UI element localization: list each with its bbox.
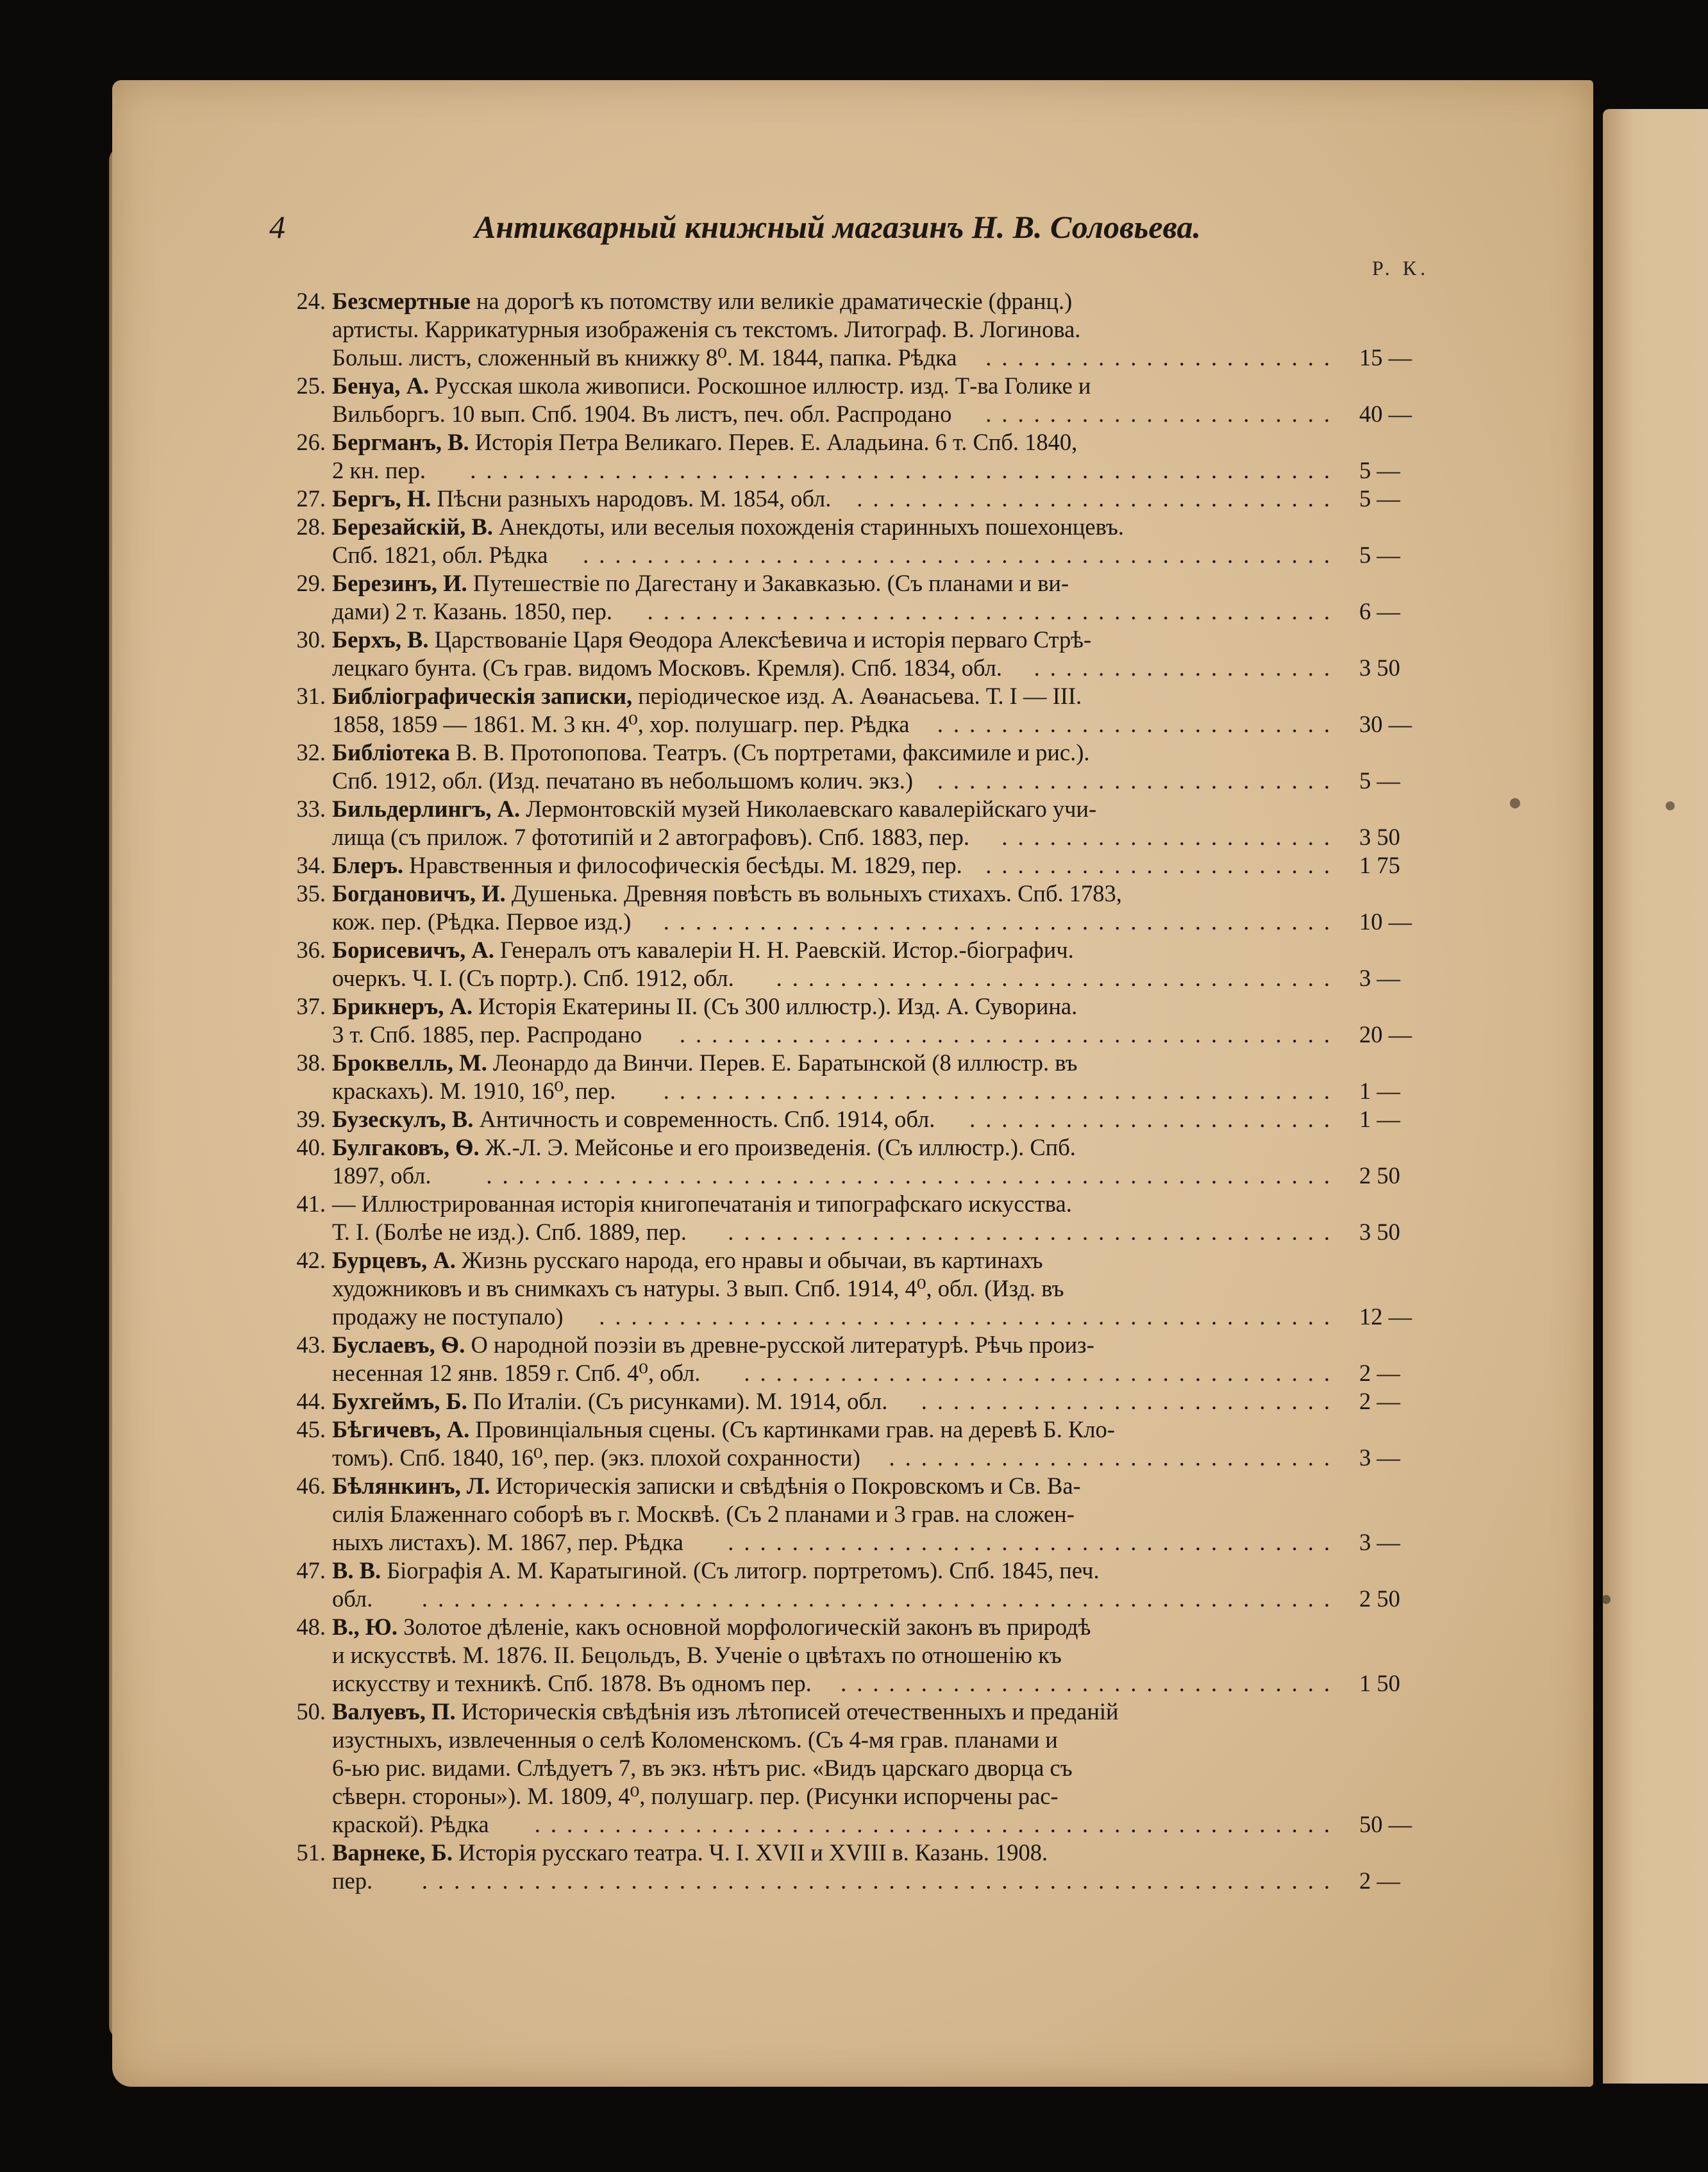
page-spot [1666, 801, 1675, 810]
entry-line [269, 1500, 1449, 1528]
entry-line [269, 1218, 1449, 1246]
dot-leader: .............................................. [599, 1303, 1340, 1330]
entry-line [269, 1726, 1449, 1754]
entry-price: 2 — [1359, 1867, 1400, 1894]
running-title: Антикварный книжный магазинъ Н. В. Соловьева. [474, 209, 1201, 245]
dot-leader: ......................... [937, 711, 1340, 737]
entry-line [269, 485, 1449, 513]
catalog-entry [269, 1246, 1449, 1331]
entry-text: продажу не поступало) [332, 1303, 564, 1330]
dot-leader: ..................................................... [486, 1162, 1340, 1189]
entry-text: Бергъ, Н. Пѣсни разныхъ народовъ. М. 1854, обл. [332, 485, 832, 512]
entry-text: очеркъ. Ч. I. (Съ портр.). Спб. 1912, обл. [332, 965, 734, 991]
entry-number: 35. [296, 880, 326, 906]
entry-author: Бергманъ, В. [332, 429, 469, 455]
entry-author: Булгаковъ, Ѳ. [332, 1134, 480, 1160]
catalog-entry [269, 287, 1449, 372]
entry-author: Брикнеръ, А. [332, 993, 473, 1019]
entry-line [269, 428, 1449, 456]
entry-price: 6 — [1359, 598, 1400, 624]
dot-leader: ............................ [889, 1444, 1340, 1471]
entry-text: Берхъ, В. Царствованіе Царя Ѳеодора Алексѣевича и исторія перваго Стрѣ- [332, 626, 1092, 653]
entry-line [269, 1246, 1449, 1274]
entry-author: Богдановичъ, И. [332, 880, 506, 906]
entry-text: 1897, обл. [332, 1162, 431, 1189]
dot-leader: ...................................... [728, 1219, 1340, 1245]
entry-text: Вильборгъ. 10 вып. Спб. 1904. Въ листъ, печ. обл. Распродано [332, 401, 952, 427]
entry-text: 2 кн. пер. [332, 457, 426, 483]
entry-line [269, 1839, 1449, 1867]
catalog-entry [269, 795, 1449, 851]
entry-number: 41. [296, 1190, 326, 1217]
entry-author: Библіографическія записки, [332, 683, 633, 709]
catalog-entry [269, 1049, 1449, 1105]
dot-leader: ......................... [937, 767, 1340, 794]
entry-number: 33. [296, 796, 326, 822]
catalog-entry [269, 1698, 1449, 1839]
entry-text: Буслаевъ, Ѳ. О народной поэзіи въ древне-русской литературѣ. Рѣчь произ- [332, 1332, 1094, 1358]
entry-text: Блеръ. Нравственныя и философическія бесѣды. М. 1829, пер. [332, 852, 962, 878]
entry-text: томъ). Спб. 1840, 16⁰, пер. (экз. плохой сохранности) [332, 1444, 860, 1471]
entry-line [269, 795, 1449, 823]
entry-text: несенная 12 янв. 1859 г. Спб. 4⁰, обл. [332, 1360, 701, 1386]
entry-author: Бѣлянкинъ, Л. [332, 1473, 490, 1499]
entry-text: В., Ю. Золотое дѣленіе, какъ основной морфологическій законъ въ природѣ [332, 1614, 1091, 1640]
dot-leader: ............................................... [583, 542, 1340, 568]
entry-text: Валуевъ, П. Историческія свѣдѣнія изъ лѣтописей отечественныхъ и преданій [332, 1698, 1119, 1725]
entry-line [269, 597, 1449, 626]
entry-author: Бузескулъ, В. [332, 1106, 474, 1132]
entry-number: 51. [296, 1839, 326, 1866]
entry-number: 46. [296, 1473, 326, 1499]
entry-line [269, 1021, 1449, 1049]
catalog-entry [269, 1839, 1449, 1895]
entry-text: изустныхъ, извлеченныя о селѣ Коломенскомъ. (Съ 4-мя грав. планами и [332, 1726, 1058, 1753]
dot-leader: ................................... [776, 965, 1340, 991]
dot-leader: .......................................... [663, 908, 1340, 935]
entry-text: 3 т. Спб. 1885, пер. Распродано [332, 1021, 642, 1048]
entry-number: 24. [296, 288, 326, 314]
entry-text: Бѣгичевъ, А. Провинціальныя сцены. (Съ картинками грав. на деревѣ Б. Кло- [332, 1416, 1115, 1442]
entry-price: 5 — [1359, 485, 1400, 512]
entry-price: 3 — [1359, 1444, 1400, 1471]
entry-line [269, 908, 1449, 936]
catalog-entry [269, 1472, 1449, 1557]
entry-number: 40. [296, 1134, 326, 1160]
entry-text: кож. пер. (Рѣдка. Первое изд.) [332, 908, 632, 935]
dot-leader: ......................................................... [421, 1867, 1340, 1894]
entry-price: 10 — [1359, 908, 1412, 935]
entry-price: 3 50 [1359, 1219, 1400, 1245]
entry-text: обл. [332, 1585, 373, 1612]
entry-price: 40 — [1359, 401, 1412, 427]
page-header [269, 208, 1346, 253]
entry-text: Спб. 1821, обл. Рѣдка [332, 542, 548, 568]
entry-text: артисты. Каррикатурныя изображенія съ текстомъ. Литограф. В. Логинова. [332, 316, 1081, 342]
catalog-entry [269, 513, 1449, 569]
entry-number: 43. [296, 1332, 326, 1358]
catalog-entry [269, 992, 1449, 1049]
entry-line [269, 1190, 1449, 1218]
entry-price: 5 — [1359, 767, 1400, 794]
entry-number: 28. [296, 514, 326, 540]
entry-text: лища (съ прилож. 7 фототипій и 2 автографовъ). Спб. 1883, пер. [332, 824, 969, 850]
entry-line [269, 1528, 1449, 1557]
entry-text: В. В. Біографія А. М. Каратыгиной. (Съ литогр. портретомъ). Спб. 1845, печ. [332, 1557, 1100, 1583]
catalog-entries [269, 287, 1449, 1895]
entry-text: сѣверн. стороны»). М. 1809, 4⁰, полушагр. пер. (Рисунки испорчены рас- [332, 1783, 1059, 1809]
entry-text: ныхъ листахъ). М. 1867, пер. Рѣдка [332, 1529, 683, 1555]
entry-text: краскахъ). М. 1910, 16⁰, пер. [332, 1078, 616, 1104]
entry-price: 2 50 [1359, 1585, 1400, 1612]
entry-line [269, 710, 1449, 739]
dot-leader: ........................................... [647, 598, 1340, 624]
entry-price: 50 — [1359, 1811, 1412, 1837]
page-spot [1510, 798, 1520, 808]
entry-number: 42. [296, 1247, 326, 1273]
catalog-entry [269, 428, 1449, 485]
entry-price: 12 — [1359, 1303, 1412, 1330]
entry-line [269, 344, 1449, 372]
entry-line [269, 513, 1449, 541]
entry-line [269, 541, 1449, 569]
entry-author: Безсмертные [332, 288, 471, 314]
entry-author: Броквелль, М. [332, 1049, 487, 1076]
entry-text: Бузескулъ, В. Античность и современность. Спб. 1914, обл. [332, 1106, 935, 1132]
entry-line [269, 1585, 1449, 1613]
entry-line [269, 1416, 1449, 1444]
entry-author: Бергъ, Н. [332, 485, 431, 512]
entry-line [269, 1162, 1449, 1190]
catalog-entry [269, 1557, 1449, 1613]
entry-author: Бенуа, А. [332, 372, 430, 399]
dot-leader: .............................. [857, 485, 1340, 512]
entry-line [269, 1049, 1449, 1077]
entry-number: 36. [296, 937, 326, 963]
entry-text: Бильдерлингъ, А. Лермонтовскій музей Николаевскаго кавалерійскаго учи- [332, 796, 1097, 822]
entry-author: Березинъ, И. [332, 570, 467, 596]
catalog-entry [269, 626, 1449, 682]
entry-price: 1 75 [1359, 852, 1400, 878]
entry-text: художниковъ и въ снимкахъ съ натуры. 3 вып. Спб. 1914, 4⁰, обл. (Изд. въ [332, 1275, 1064, 1301]
entry-number: 44. [296, 1388, 326, 1414]
dot-leader: ......................................................... [421, 1585, 1340, 1612]
catalog-entry [269, 569, 1449, 626]
entry-text: Варнеке, Б. Исторія русскаго театра. Ч. I. XVII и XVIII в. Казань. 1908. [332, 1839, 1048, 1866]
catalog-entry [269, 851, 1449, 880]
entry-line [269, 1133, 1449, 1162]
catalog-entry [269, 682, 1449, 739]
entry-price: 3 50 [1359, 655, 1400, 681]
entry-text: Библіографическія записки, періодическое изд. А. Аѳанасьева. Т. I — III. [332, 683, 1082, 709]
entry-line [269, 992, 1449, 1021]
entry-line [269, 739, 1449, 767]
entry-author: Березайскій, В. [332, 514, 493, 540]
dot-leader: .......................................... [663, 1078, 1340, 1104]
entry-number: 25. [296, 372, 326, 399]
entry-line [269, 1077, 1449, 1105]
entry-line [269, 626, 1449, 654]
entry-line [269, 1472, 1449, 1500]
entry-author: Библіотека [332, 739, 450, 765]
entry-line [269, 1669, 1449, 1698]
entry-line [269, 315, 1449, 344]
entry-text: Броквелль, М. Леонардо да Винчи. Перев. Е. Баратынской (8 иллюстр. въ [332, 1049, 1078, 1076]
entry-text: 6-ью рис. видами. Слѣдуетъ 7, въ экз. нѣтъ рис. «Видъ царскаго дворца съ [332, 1755, 1073, 1781]
entry-author: В., Ю. [332, 1614, 398, 1640]
dot-leader: .......................... [921, 1388, 1340, 1414]
entry-text: краской). Рѣдка [332, 1811, 489, 1837]
entry-price: 1 — [1359, 1106, 1400, 1132]
entry-price: 15 — [1359, 344, 1412, 371]
entry-price: 2 — [1359, 1388, 1400, 1414]
entry-author: Варнеке, Б. [332, 1839, 453, 1866]
entry-line [269, 936, 1449, 964]
catalog-entry [269, 1387, 1449, 1416]
entry-number: 29. [296, 570, 326, 596]
entry-line [269, 1867, 1449, 1895]
entry-author: Валуевъ, П. [332, 1698, 456, 1725]
entry-line [269, 1444, 1449, 1472]
entry-text: Березайскій, В. Анекдоты, или веселыя похожденія старинныхъ пошехонцевъ. [332, 514, 1124, 540]
entry-text: Брикнеръ, А. Исторія Екатерины II. (Съ 300 иллюстр.). Изд. А. Суворина. [332, 993, 1078, 1019]
catalog-entry [269, 1133, 1449, 1190]
dot-leader: ..................................... [744, 1360, 1340, 1386]
entry-author: Борисевичъ, А. [332, 937, 494, 963]
dot-leader: ...................... [985, 852, 1340, 878]
entry-line [269, 851, 1449, 880]
entry-text: Бурцевъ, А. Жизнь русскаго народа, его нравы и обычаи, въ картинахъ [332, 1247, 1043, 1273]
entry-text: Булгаковъ, Ѳ. Ж.-Л. Э. Мейсонье и его произведенія. (Съ иллюстр.). Спб. [332, 1134, 1076, 1160]
catalog-entry [269, 1190, 1449, 1246]
entry-price: 2 — [1359, 1360, 1400, 1386]
page-spot [1602, 1595, 1611, 1604]
entry-line [269, 1754, 1449, 1782]
catalog-entry [269, 372, 1449, 428]
dot-leader: ...................... [985, 401, 1340, 427]
entry-text: пер. [332, 1867, 373, 1894]
entry-text: Бенуа, А. Русская школа живописи. Роскошное иллюстр. изд. Т-ва Голике и [332, 372, 1091, 399]
catalog-entry [269, 1416, 1449, 1472]
entry-line [269, 654, 1449, 682]
entry-line [269, 372, 1449, 400]
dot-leader: ...................................................... [470, 457, 1340, 483]
entry-text: и искусствѣ. М. 1876. II. Бецольдъ, В. Ученіе о цвѣтахъ по отношенію къ [332, 1642, 1062, 1668]
catalog-entry [269, 1613, 1449, 1698]
entry-number: 32. [296, 739, 326, 765]
entry-number: 45. [296, 1416, 326, 1442]
entry-text: дами) 2 т. Казань. 1850, пер. [332, 598, 612, 624]
dot-leader: ..................... [1001, 824, 1340, 850]
entry-text: — Иллюстрированная исторія книгопечатанія и типографскаго искусства. [332, 1190, 1072, 1217]
entry-line [269, 1782, 1449, 1810]
entry-text: Бухгеймъ, Б. По Италіи. (Съ рисунками). М. 1914, обл. [332, 1388, 888, 1414]
entry-text: Бергманъ, В. Исторія Петра Великаго. Перев. Е. Аладьина. 6 т. Спб. 1840, [332, 429, 1078, 455]
entry-line [269, 456, 1449, 485]
entry-text: Т. I. (Болѣе не изд.). Спб. 1889, пер. [332, 1219, 687, 1245]
entry-number: 37. [296, 993, 326, 1019]
entry-price: 1 — [1359, 1078, 1400, 1104]
entry-price: 5 — [1359, 457, 1400, 483]
entry-author: В. В. [332, 1557, 381, 1583]
entry-author: Буслаевъ, Ѳ. [332, 1332, 465, 1358]
entry-line [269, 400, 1449, 428]
entry-author: Блеръ. [332, 852, 404, 878]
entry-text: искусству и техникѣ. Спб. 1878. Въ одномъ пер. [332, 1670, 812, 1696]
entry-line [269, 1810, 1449, 1839]
catalog-entry [269, 880, 1449, 936]
catalog-entry [269, 1105, 1449, 1133]
catalog-entry [269, 936, 1449, 992]
entry-number: 39. [296, 1106, 326, 1132]
entry-number: 38. [296, 1049, 326, 1076]
entry-line [269, 569, 1449, 597]
entry-line [269, 823, 1449, 851]
dot-leader: ............................... [841, 1670, 1340, 1696]
entry-line [269, 880, 1449, 908]
entry-text: Библіотека В. В. Протопопова. Театръ. (Съ портретами, факсимиле и рис.). [332, 739, 1090, 765]
entry-number: 31. [296, 683, 326, 709]
entry-price: 3 — [1359, 1529, 1400, 1555]
entry-number: 50. [296, 1698, 326, 1725]
entry-line [269, 1387, 1449, 1416]
entry-author: Бурцевъ, А. [332, 1247, 456, 1273]
entry-number: 30. [296, 626, 326, 653]
entry-number: 48. [296, 1614, 326, 1640]
entry-line [269, 767, 1449, 795]
entry-text: лецкаго бунта. (Съ грав. видомъ Московъ. Кремля). Спб. 1834, обл. [332, 655, 1002, 681]
catalog-entry [269, 485, 1449, 513]
dot-leader: ...................... [985, 344, 1340, 371]
entry-line [269, 1303, 1449, 1331]
entry-author: Бильдерлингъ, А. [332, 796, 521, 822]
entry-author: Берхъ, В. [332, 626, 429, 653]
entry-price: 2 50 [1359, 1162, 1400, 1189]
entry-price: 20 — [1359, 1021, 1412, 1048]
entry-text: Борисевичъ, А. Генералъ отъ кавалеріи Н. Н. Раевскій. Истор.-біографич. [332, 937, 1074, 963]
entry-text: 1858, 1859 — 1861. М. 3 кн. 4⁰, хор. полушагр. пер. Рѣдка [332, 711, 910, 737]
catalog-entry [269, 1331, 1449, 1387]
entry-price: 3 — [1359, 965, 1400, 991]
dot-leader: ......................................... [679, 1021, 1340, 1048]
entry-line [269, 1698, 1449, 1726]
dot-leader: ....................... [969, 1106, 1340, 1132]
entry-line [269, 1105, 1449, 1133]
entry-line [269, 1359, 1449, 1387]
entry-text: силія Блаженнаго соборѣ въ г. Москвѣ. (Съ 2 планами и 3 грав. на сложен- [332, 1501, 1075, 1527]
entry-line [269, 287, 1449, 315]
entry-line [269, 1557, 1449, 1585]
entry-number: 34. [296, 852, 326, 878]
catalog-entry [269, 739, 1449, 795]
entry-price: 5 — [1359, 542, 1400, 568]
dot-leader: ................... [1034, 655, 1340, 681]
entry-text: Безсмертные на дорогѣ къ потомству или великіе драматическіе (франц.) [332, 288, 1073, 314]
entry-text: Березинъ, И. Путешествіе по Дагестану и Закавказью. (Съ планами и ви- [332, 570, 1069, 596]
entry-text: Богдановичъ, И. Душенька. Древняя повѣсть въ вольныхъ стихахъ. Спб. 1783, [332, 880, 1122, 906]
entry-price: 30 — [1359, 711, 1412, 737]
entry-text: Бѣлянкинъ, Л. Историческія записки и свѣдѣнія о Покровскомъ и Св. Ва- [332, 1473, 1081, 1499]
next-page-edge [1603, 109, 1708, 2084]
entry-price: 1 50 [1359, 1670, 1400, 1696]
entry-author: Бѣгичевъ, А. [332, 1416, 470, 1442]
entry-text: Спб. 1912, обл. (Изд. печатано въ небольшомъ колич. экз.) [332, 767, 913, 794]
entry-number: 26. [296, 429, 326, 455]
entry-line [269, 964, 1449, 992]
entry-text: Больш. листъ, сложенный въ книжку 8⁰. М. 1844, папка. Рѣдка [332, 344, 957, 371]
entry-price: 3 50 [1359, 824, 1400, 850]
page-number: 4 [269, 209, 285, 245]
dot-leader: .................................................. [534, 1811, 1340, 1837]
entry-line [269, 1613, 1449, 1641]
entry-line [269, 1641, 1449, 1669]
price-column-header: Р. К. [1372, 256, 1430, 280]
entry-line [269, 682, 1449, 710]
entry-author: Бухгеймъ, Б. [332, 1388, 467, 1414]
entry-line [269, 1274, 1449, 1303]
entry-number: 27. [296, 485, 326, 512]
entry-line [269, 1331, 1449, 1359]
entry-number: 47. [296, 1557, 326, 1583]
dot-leader: ...................................... [728, 1529, 1340, 1555]
